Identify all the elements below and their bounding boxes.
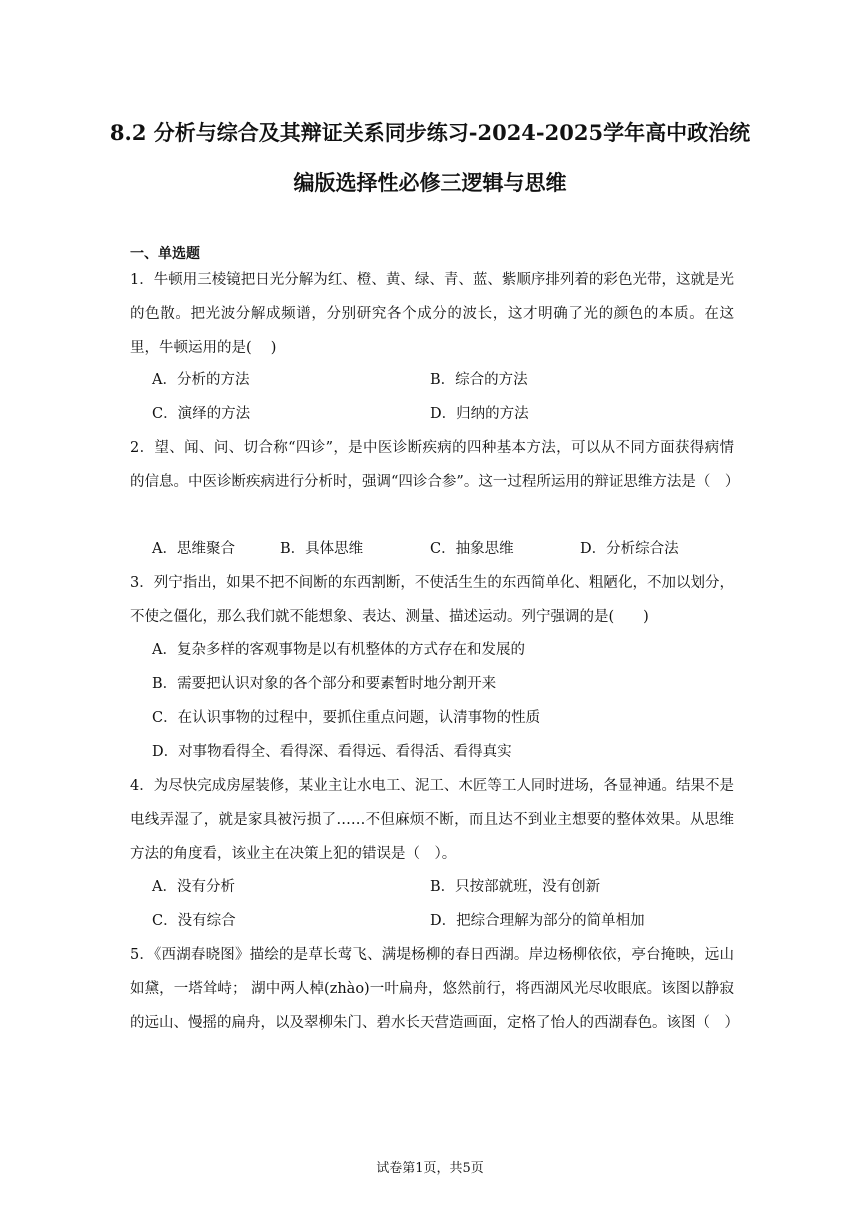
option-a: A．没有分析 (152, 879, 235, 895)
option-a: A．分析的方法 (152, 372, 250, 388)
option-c: C．抽象思维 (430, 541, 514, 557)
option-a: A．复杂多样的客观事物是以有机整体的方式存在和发展的 (152, 642, 525, 658)
option-d: D．对事物看得全、看得深、看得远、看得活、看得真实 (152, 744, 512, 760)
question-stem: 1．牛顿用三棱镜把日光分解为红、橙、黄、绿、青、蓝、紫顺序排列着的彩色光带，这就是光的色散。把光波分解成频谱，分别研究各个成分的波长，这才明确了光的颜色的本质。在这里，牛顿运用的是( ) (130, 272, 734, 356)
option-b: B．只按部就班，没有创新 (430, 879, 601, 895)
option-c: C．没有综合 (152, 913, 236, 929)
question-stem: 2．望、闻、问、切合称“四诊”，是中医诊断疾病的四种基本方法，可以从不同方面获得病情的信息。中医诊断疾病进行分析时，强调“四诊合参”。这一过程所运用的辩证思维方法是（ ） (130, 440, 740, 490)
question-stem: 4．为尽快完成房屋装修，某业主让水电工、泥工、木匠等工人同时进场，各显神通。结果不是电线弄湿了，就是家具被污损了……不但麻烦不断，而且达不到业主想要的整体效果。从思维方法的角度看，该业主在决策上犯的错误是（ ）。 (130, 778, 734, 862)
question-stem: 5．《西湖春晓图》描绘的是草长莺飞、满堤杨柳的春日西湖。岸边杨柳依依，亭台掩映，远山如黛，一塔耸峙； 湖中两人棹(zhào)一叶扁舟，悠然前行，将西湖风光尽收眼底。该图以静寂的远山、慢摇的扁舟，以及翠柳朱门、碧水长天营造画面，定格了怡人的西湖春色。该图（ ） (130, 947, 739, 1031)
option-b: B．具体思维 (280, 541, 364, 557)
option-d: D．归纳的方法 (430, 406, 529, 422)
option-d: D．分析综合法 (580, 541, 679, 557)
option-b: B．需要把认识对象的各个部分和要素暂时地分割开来 (152, 676, 497, 692)
question-stem: 3．列宁指出，如果不把不间断的东西割断，不使活生生的东西简单化、粗陋化，不加以划分，不使之僵化，那么我们就不能想象、表达、测量、描述运动。列宁强调的是( ) (130, 575, 734, 625)
section-heading: 一、单选题 (130, 246, 200, 262)
option-d: D．把综合理解为部分的简单相加 (430, 913, 645, 929)
option-c: C．演绎的方法 (152, 406, 251, 422)
option-a: A．思维聚合 (152, 541, 235, 557)
option-b: B．综合的方法 (430, 372, 528, 388)
page-title: 8.2 分析与综合及其辩证关系同步练习-2024-2025学年高中政治统编版选择性必修三逻辑与思维 (109, 120, 751, 195)
option-c: C．在认识事物的过程中，要抓住重点问题，认清事物的性质 (152, 710, 541, 726)
page-footer: 试卷第1页，共5页 (376, 1161, 484, 1176)
